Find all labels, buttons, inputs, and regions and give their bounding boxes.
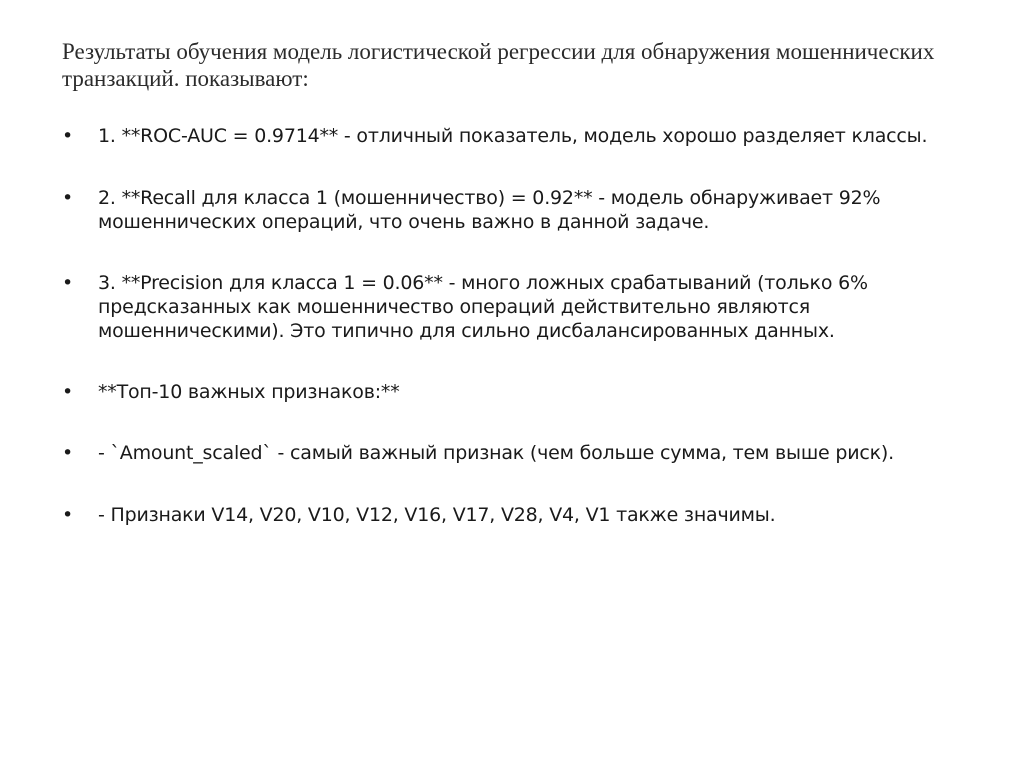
list-item — [62, 271, 972, 343]
bullet-text: - `Amount_scaled` - самый важный признак (чем больше сумма, тем выше риск). — [98, 442, 894, 464]
bullet-text: 2. **Recall для класса 1 (мошенничество) = 0.92** - модель обнаруживает 92% мошеннических операций, что очень важно в данной задаче. — [98, 187, 881, 233]
list-item — [62, 441, 972, 465]
bullet-icon: • — [62, 187, 74, 209]
bullet-text: 3. **Precision для класса 1 = 0.06** - много ложных срабатываний (только 6% предсказанных как мошенничество операций действительно являются мошенническими). Это типично для сильно дисбалансированных данных. — [98, 272, 868, 342]
bullet-text: 1. **ROC-AUC = 0.9714** - отличный показатель, модель хорошо разделяет классы. — [98, 125, 928, 147]
bullet-text: **Топ-10 важных признаков:** — [98, 381, 400, 403]
bullet-icon: • — [62, 504, 74, 526]
bullet-list — [62, 124, 972, 527]
list-item — [62, 503, 972, 527]
bullet-icon: • — [62, 125, 74, 147]
bullet-icon: • — [62, 272, 74, 294]
list-item — [62, 186, 972, 234]
list-item — [62, 380, 972, 404]
list-item — [62, 124, 972, 148]
slide-title: Результаты обучения модель логистической регрессии для обнаружения мошеннических транзакций. показывают: — [62, 39, 935, 91]
bullet-icon: • — [62, 381, 74, 403]
bullet-text: - Признаки V14, V20, V10, V12, V16, V17, V28, V4, V1 также значимы. — [98, 504, 776, 526]
bullet-icon: • — [62, 442, 74, 464]
